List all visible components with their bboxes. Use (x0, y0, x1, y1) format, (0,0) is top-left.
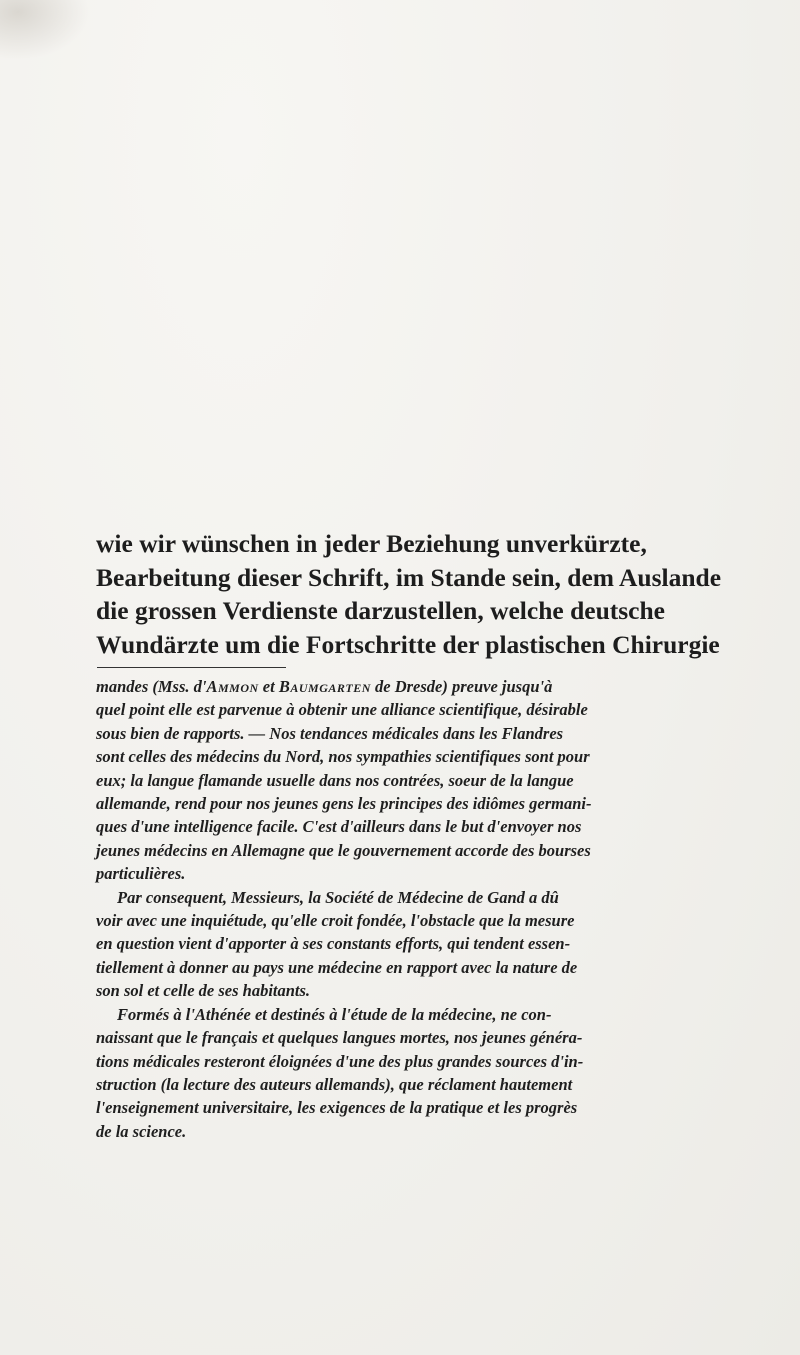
footnote-line: son sol et celle de ses habitants. (96, 981, 311, 1001)
german-line: Wundärzte um die Fortschritte der plastischen Chirurgie (96, 629, 720, 659)
footnote-paragraph-2 (96, 886, 740, 1003)
page-corner-stain (0, 0, 90, 60)
footnote-line: en question vient d'apporter à ses constants efforts, qui tendent essen- (96, 934, 571, 954)
footnote-line (96, 675, 740, 698)
german-line: Bearbeitung dieser Schrift, im Stande sein, dem Auslande (96, 562, 722, 592)
footnote-paragraph-3 (96, 1003, 740, 1143)
line-text: mandes (Mss. d' (96, 677, 207, 696)
german-line: wie wir wünschen in jeder Beziehung unverkürzte, (96, 529, 647, 558)
footnote-line: particulières. (96, 864, 186, 884)
footnote-paragraph-1 (96, 675, 740, 886)
footnote-line: sous bien de rapports. — Nos tendances médicales dans les Flandres (96, 723, 564, 743)
author-name-ammon: Ammon (206, 677, 259, 696)
author-name-baumgarten: Baumgarten (278, 677, 371, 696)
footnote-line: struction (la lecture des auteurs allemands), que réclament hautement (96, 1074, 573, 1094)
footnote-line: sont celles des médecins du Nord, nos sympathies scientifiques sont pour (96, 747, 590, 767)
footnote-line: tions médicales resteront éloignées d'une des plus grandes sources d'in- (96, 1051, 584, 1071)
german-line: die grossen Verdienste darzustellen, welche deutsche (96, 596, 665, 625)
footnote-line: naissant que le français et quelques langues mortes, nos jeunes généra- (96, 1028, 583, 1048)
footnote-line: Formés à l'Athénée et destinés à l'étude de la médecine, ne con- (117, 1004, 552, 1024)
german-text-fragment (96, 527, 736, 661)
footnote-line: ques d'une intelligence facile. C'est d'ailleurs dans le but d'envoyer nos (96, 817, 582, 837)
footnote-line: Par consequent, Messieurs, la Société de Médecine de Gand a dû (117, 887, 559, 907)
footnote-line: quel point elle est parvenue à obtenir une alliance scientifique, désirable (96, 700, 588, 720)
footnote-line: de la science. (96, 1121, 187, 1141)
footnote-line: tiellement à donner au pays une médecine en rapport avec la nature de (96, 957, 578, 977)
footnote-line: l'enseignement universitaire, les exigences de la pratique et les progrès (96, 1098, 578, 1118)
line-text: de Dresde) preuve jusqu'à (370, 677, 553, 696)
footnote-divider (97, 667, 286, 668)
line-text: et (258, 677, 279, 696)
footnote-line: voir avec une inquiétude, qu'elle croit fondée, l'obstacle que la mesure (96, 911, 575, 931)
footnote-line: allemande, rend pour nos jeunes gens les principes des idiômes germani- (96, 794, 592, 814)
footnote-line: jeunes médecins en Allemagne que le gouvernement accorde des bourses (96, 840, 591, 860)
french-footnote (96, 675, 740, 1143)
footnote-line: eux; la langue flamande usuelle dans nos contrées, soeur de la langue (96, 770, 574, 790)
